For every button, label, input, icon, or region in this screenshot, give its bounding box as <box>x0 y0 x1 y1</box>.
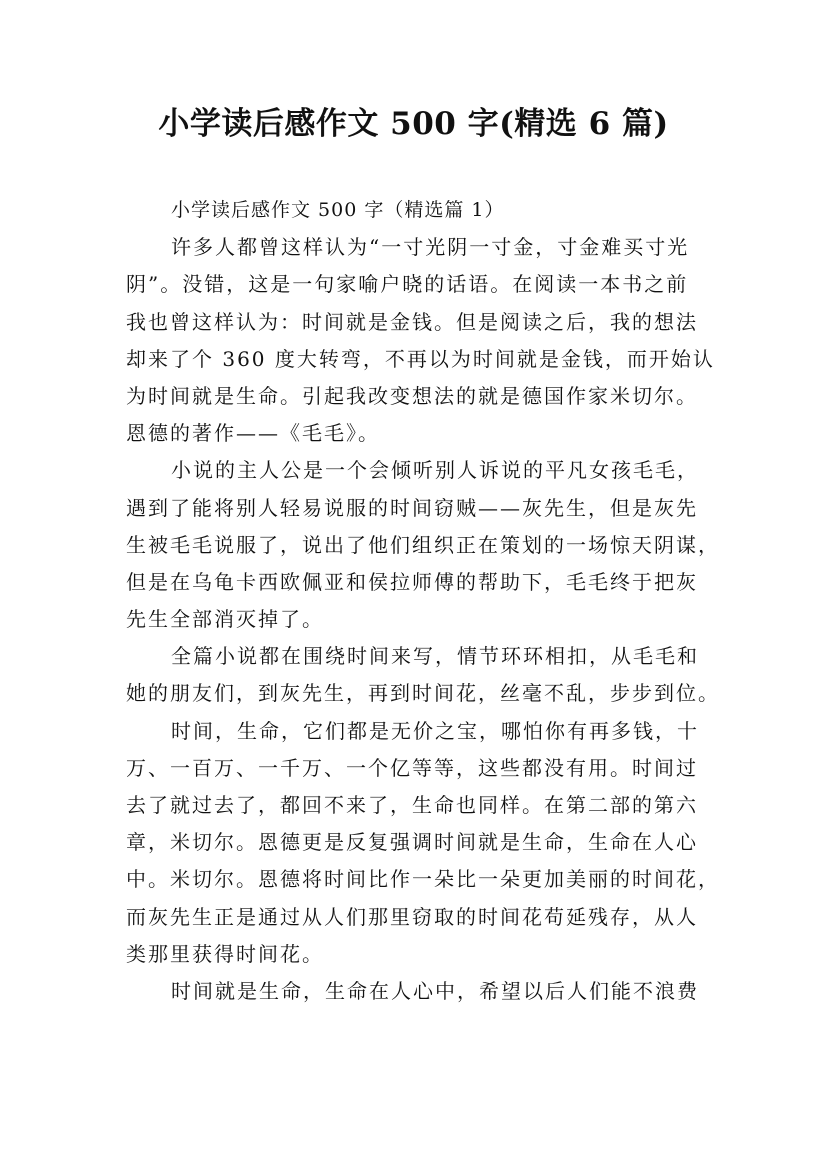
paragraph-line: 章，米切尔。恩德更是反复强调时间就是生命，生命在人心 <box>126 830 698 855</box>
paragraph-line: 却来了个 360 度大转弯，不再以为时间就是金钱，而开始认 <box>126 346 715 371</box>
paragraph-line: 遇到了能将别人轻易说服的时间窃贼——灰先生，但是灰先 <box>126 495 698 520</box>
paragraph-line: 先生全部消灭掉了。 <box>126 607 324 632</box>
paragraph-line: 全篇小说都在围绕时间来写，情节环环相扣，从毛毛和 <box>171 644 699 669</box>
paragraph-line: 小说的主人公是一个会倾听别人诉说的平凡女孩毛毛， <box>171 458 699 483</box>
paragraph-line: 她的朋友们，到灰先生，再到时间花，丝毫不乱，步步到位。 <box>126 681 720 706</box>
paragraph-line: 但是在乌龟卡西欧佩亚和侯拉师傅的帮助下，毛毛终于把灰 <box>126 569 698 594</box>
paragraph-line: 类那里获得时间花。 <box>126 941 324 966</box>
paragraph-line: 时间，生命，它们都是无价之宝，哪怕你有再多钱，十 <box>171 718 699 743</box>
section-heading: 小学读后感作文 500 字（精选篇 1） <box>171 199 505 221</box>
paragraph-line: 中。米切尔。恩德将时间比作一朵比一朵更加美丽的时间花， <box>126 867 720 892</box>
paragraph-line: 为时间就是生命。引起我改变想法的就是德国作家米切尔。 <box>126 383 698 408</box>
paragraph-line: 许多人都曾这样认为“一寸光阴一寸金，寸金难买寸光 <box>171 235 690 260</box>
paragraph-line: 时间就是生命，生命在人心中，希望以后人们能不浪费 <box>171 978 699 1003</box>
paragraph-line: 我也曾这样认为：时间就是金钱。但是阅读之后，我的想法 <box>126 309 698 334</box>
paragraph-line: 去了就过去了，都回不来了，生命也同样。在第二部的第六 <box>126 793 698 817</box>
document-title: 小学读后感作文 500 字(精选 6 篇) <box>158 106 669 142</box>
paragraph-line: 生被毛毛说服了，说出了他们组织正在策划的一场惊天阴谋， <box>126 532 720 557</box>
document-body <box>126 192 720 1010</box>
paragraph-line: 恩德的著作——《毛毛》。 <box>126 421 380 446</box>
paragraph-line: 而灰先生正是通过从人们那里窃取的时间花苟延残存，从人 <box>126 904 698 929</box>
paragraph-line: 万、一百万、一千万、一个亿等等，这些都没有用。时间过 <box>126 755 698 780</box>
paragraph-line: 阴”。没错，这是一句家喻户晓的话语。在阅读一本书之前 <box>126 272 689 297</box>
